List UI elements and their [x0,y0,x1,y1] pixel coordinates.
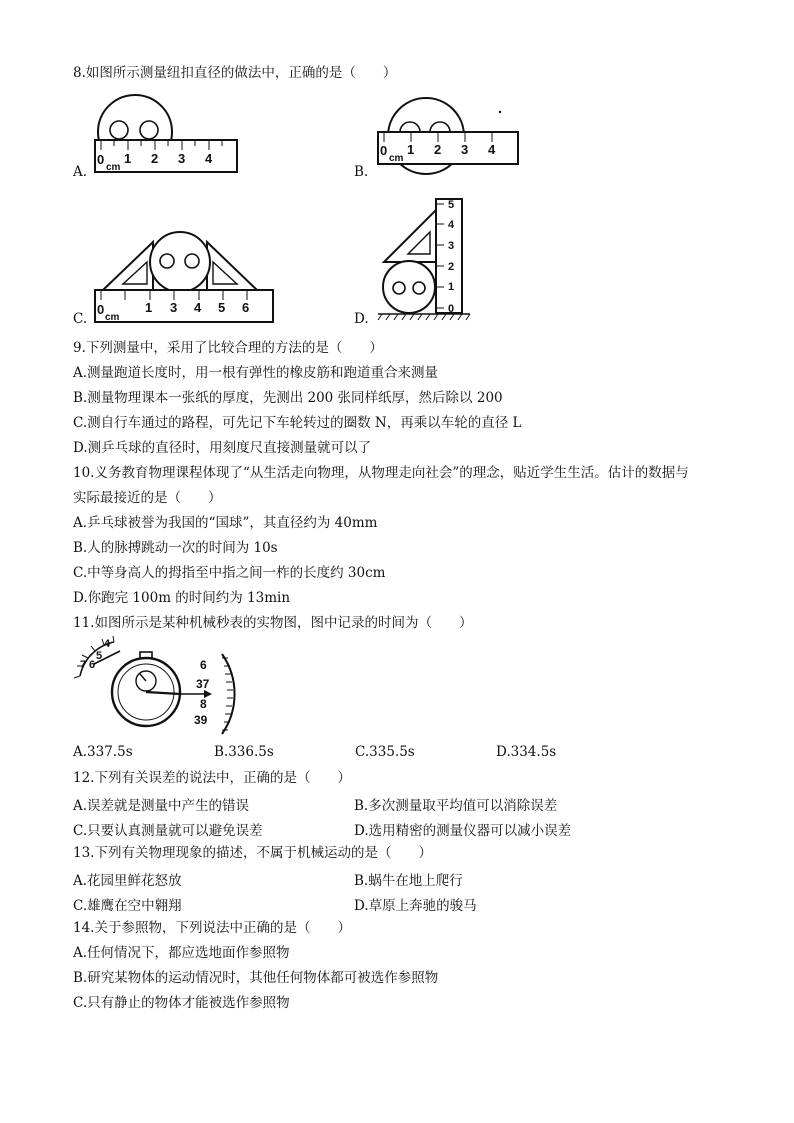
dial-label: 39 [194,713,208,727]
q11-option-d: D.334.5s [496,744,557,760]
q10-stem: 10.义务教育物理课程体现了“从生活走向物理，从物理走向社会”的理念，贴近学生生活。估计的数据与 [73,465,689,481]
q13-option-a: A.花园里鲜花怒放 [73,873,182,889]
tick-label: 4 [194,300,202,315]
dial-label: 37 [196,677,210,691]
q10-stem-cont: 实际最接近的是（ ） [73,490,222,506]
triangle-square-right [207,242,257,290]
tick-label: 3 [170,300,178,315]
q8-label-d: D. [354,311,369,327]
q12-stem: 12.下列有关误差的说法中，正确的是（ ） [73,770,351,786]
q12-option-d: D.选用精密的测量仪器可以减小误差 [354,823,572,839]
q9-option-c: C.测自行车通过的路程，可先记下车轮转过的圈数 N，再乘以车轮的直径 L [73,415,522,431]
button-circle [383,261,435,313]
q8-stem: 8.如图所示测量纽扣直径的做法中，正确的是（ ） [73,65,397,81]
dial-label: 6 [200,658,207,672]
q9-option-a: A.测量跑道长度时，用一根有弹性的橡皮筋和跑道重合来测量 [73,365,439,381]
tick-label: 0 [97,302,105,317]
q9-option-d: D.测乒乓球的直径时，用刻度尺直接测量就可以了 [73,440,372,456]
q14-option-b: B.研究某物体的运动情况时，其他任何物体都可被选作参照物 [73,970,439,986]
button-hole [393,282,405,294]
q8-figure-a [95,90,245,180]
button-circle [150,232,210,292]
tick-label: 4 [488,142,496,157]
tick-label: 5 [448,199,455,211]
q11-stopwatch-figure [72,636,242,736]
ruler-unit: cm [105,312,120,323]
triangle-square-left [103,242,153,290]
q8-label-a: A. [73,164,88,180]
button-hole [413,282,425,294]
q13-option-b: B.蜗牛在地上爬行 [354,873,463,889]
q13-stem: 13.下列有关物理现象的描述，不属于机械运动的是（ ） [73,845,432,861]
tick-label: 4 [448,219,455,231]
tick-label: 4 [205,151,213,166]
dial-label: 6 [89,659,96,671]
tick-label: 3 [461,142,469,157]
q9-option-b: B.测量物理课本一张纸的厚度，先测出 200 张同样纸厚，然后除以 200 [73,390,503,406]
tick-label: 0 [97,152,105,167]
q14-option-a: A.任何情况下，都应选地面作参照物 [73,945,290,961]
dial-label: 7 [80,659,87,671]
tick-label: 2 [151,151,159,166]
tick-label: 3 [178,151,186,166]
dial-label: 4 [104,638,111,650]
q8-figure-b [378,92,528,182]
q8-figure-d [378,196,473,326]
q10-option-d: D.你跑完 100m 的时间约为 13min [73,590,291,606]
tick-label: 3 [448,240,455,252]
q10-option-c: C.中等身高人的拇指至中指之间一柞的长度约 30cm [73,565,386,581]
q8-label-c: C. [73,311,88,327]
tick-label: 0 [380,143,388,158]
tick-label: 1 [145,300,153,315]
q12-option-c: C.只要认真测量就可以避免误差 [73,823,263,839]
tick-label: 0 [448,303,455,315]
tick-label: 2 [448,261,455,273]
q13-option-d: D.草原上奔驰的骏马 [354,898,477,914]
button-hole [160,254,174,268]
tick-label: 6 [242,300,250,315]
tick-label: 1 [124,151,132,166]
q11-stem: 11.如图所示是某种机械秒表的实物图，图中记录的时间为（ ） [73,615,473,631]
q14-stem: 14.关于参照物，下列说法中正确的是（ ） [73,920,351,936]
q11-option-a: A.337.5s [73,744,133,760]
q9-stem: 9.下列测量中，采用了比较合理的方法的是（ ） [73,340,383,356]
ruler-unit: cm [389,153,404,164]
q11-option-c: C.335.5s [355,744,415,760]
q13-option-c: C.雄鹰在空中翱翔 [73,898,182,914]
tick-label: 5 [218,300,226,315]
q12-option-b: B.多次测量取平均值可以消除误差 [354,798,558,814]
q11-option-b: B.336.5s [214,744,274,760]
q8-figure-c [95,230,280,326]
ruler [436,199,462,313]
q12-option-a: A.误差就是测量中产生的错误 [73,798,250,814]
ruler-unit: cm [106,162,121,173]
q10-option-b: B.人的脉搏跳动一次的时间为 10s [73,540,278,556]
tick-label: 1 [448,281,455,293]
button-hole [185,254,199,268]
tick-label: 1 [407,142,415,157]
button-hole [140,121,158,139]
q14-option-c: C.只有静止的物体才能被选作参照物 [73,995,290,1011]
tick-label: 2 [434,142,442,157]
dial-label: 8 [200,697,207,711]
dial-label: 5 [96,650,103,662]
button-hole [110,121,128,139]
q10-option-a: A.乒乓球被誉为我国的“国球”，其直径约为 40mm [73,515,378,531]
q8-label-b: B. [354,164,369,180]
